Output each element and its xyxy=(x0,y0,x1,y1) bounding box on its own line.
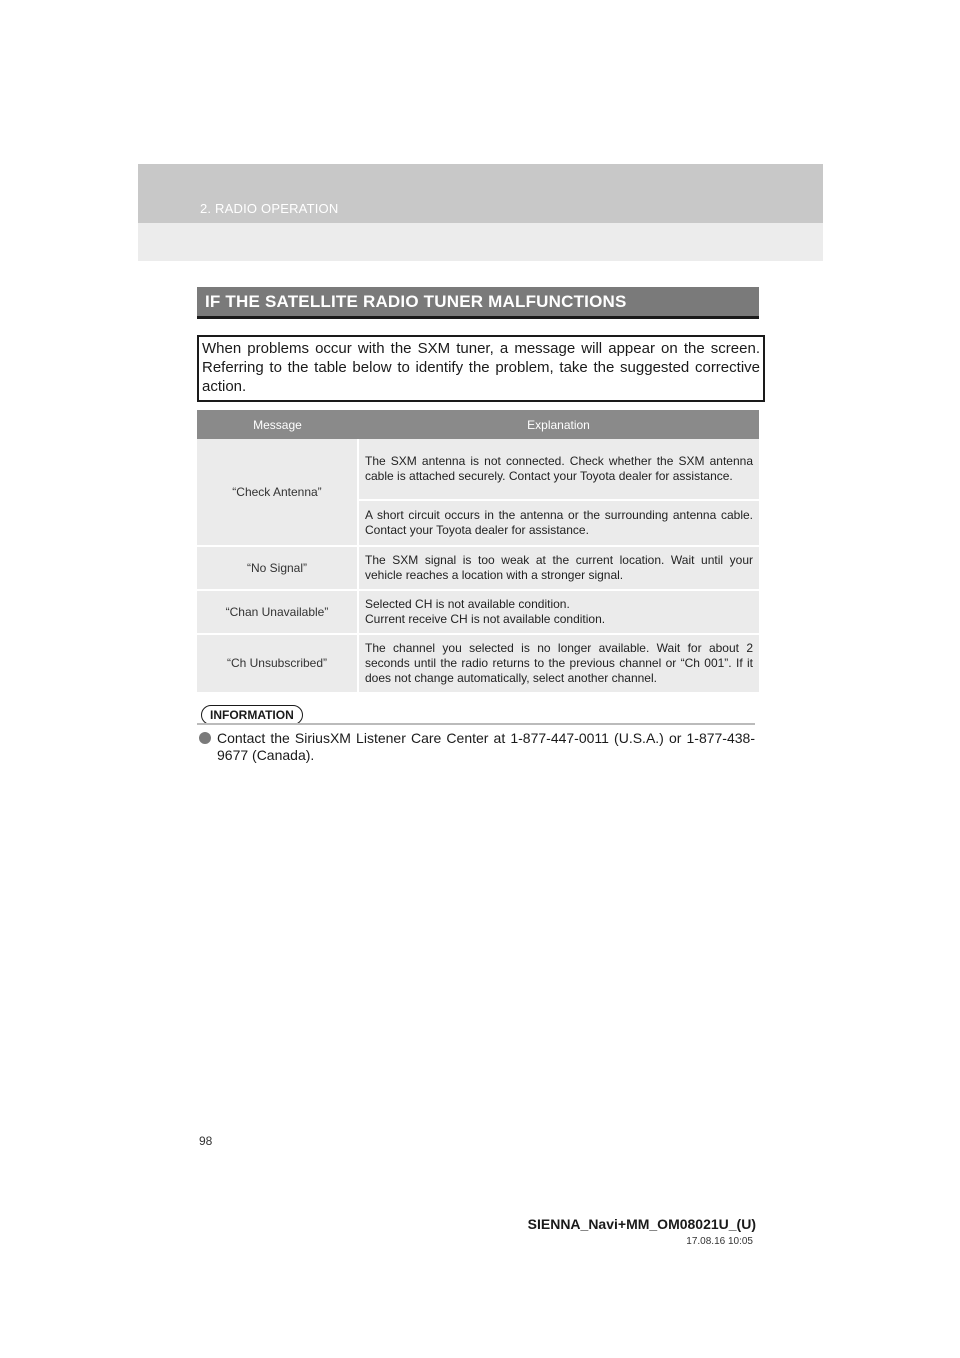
messages-table xyxy=(197,410,759,692)
header-message: Message xyxy=(197,410,358,439)
header-explanation: Explanation xyxy=(358,410,759,439)
section-heading: IF THE SATELLITE RADIO TUNER MALFUNCTIONS xyxy=(205,292,627,311)
section-title: 2. RADIO OPERATION xyxy=(200,201,339,216)
bullet-icon xyxy=(199,732,211,744)
explanation-cell: A short circuit occurs in the antenna or the surrounding antenna cable. Contact your Toyota dealer for assistance. xyxy=(358,500,759,546)
information-text: Contact the SiriusXM Listener Care Center at 1-877-447-0011 (U.S.A.) or 1-877-438-9677 (Canada). xyxy=(217,730,755,763)
header-subband xyxy=(138,223,823,261)
explanation-cell: The SXM antenna is not connected. Check whether the SXM antenna cable is attached securely. Contact your Toyota dealer for assistance. xyxy=(358,439,759,500)
intro-paragraph: When problems occur with the SXM tuner, a message will appear on the screen. Referring to the table below to identify the problem, take the suggested corrective action. xyxy=(197,335,765,402)
information-badge: INFORMATION xyxy=(201,705,303,725)
information-item xyxy=(199,730,755,764)
section-heading-bar xyxy=(197,287,759,319)
table-row xyxy=(197,439,759,500)
table-row xyxy=(197,634,759,692)
print-date: 17.08.16 10:05 xyxy=(686,1236,753,1247)
page-number: 98 xyxy=(199,1134,213,1148)
information-divider xyxy=(197,723,755,725)
message-cell: “Chan Unavailable” xyxy=(197,590,358,634)
table-header-row xyxy=(197,410,759,439)
explanation-cell: The channel you selected is no longer available. Wait for about 2 seconds until the radio returns to the previous channel or “Ch 001”. If it does not change automatically, select another channel. xyxy=(358,634,759,692)
message-cell: “No Signal” xyxy=(197,546,358,590)
table-row xyxy=(197,546,759,590)
table-row xyxy=(197,590,759,634)
message-cell: “Ch Unsubscribed” xyxy=(197,634,358,692)
explanation-cell: The SXM signal is too weak at the current location. Wait until your vehicle reaches a location with a stronger signal. xyxy=(358,546,759,590)
document-id: SIENNA_Navi+MM_OM08021U_(U) xyxy=(527,1216,756,1232)
explanation-cell: Selected CH is not available condition. Current receive CH is not available condition. xyxy=(358,590,759,634)
message-cell: “Check Antenna” xyxy=(197,439,358,546)
